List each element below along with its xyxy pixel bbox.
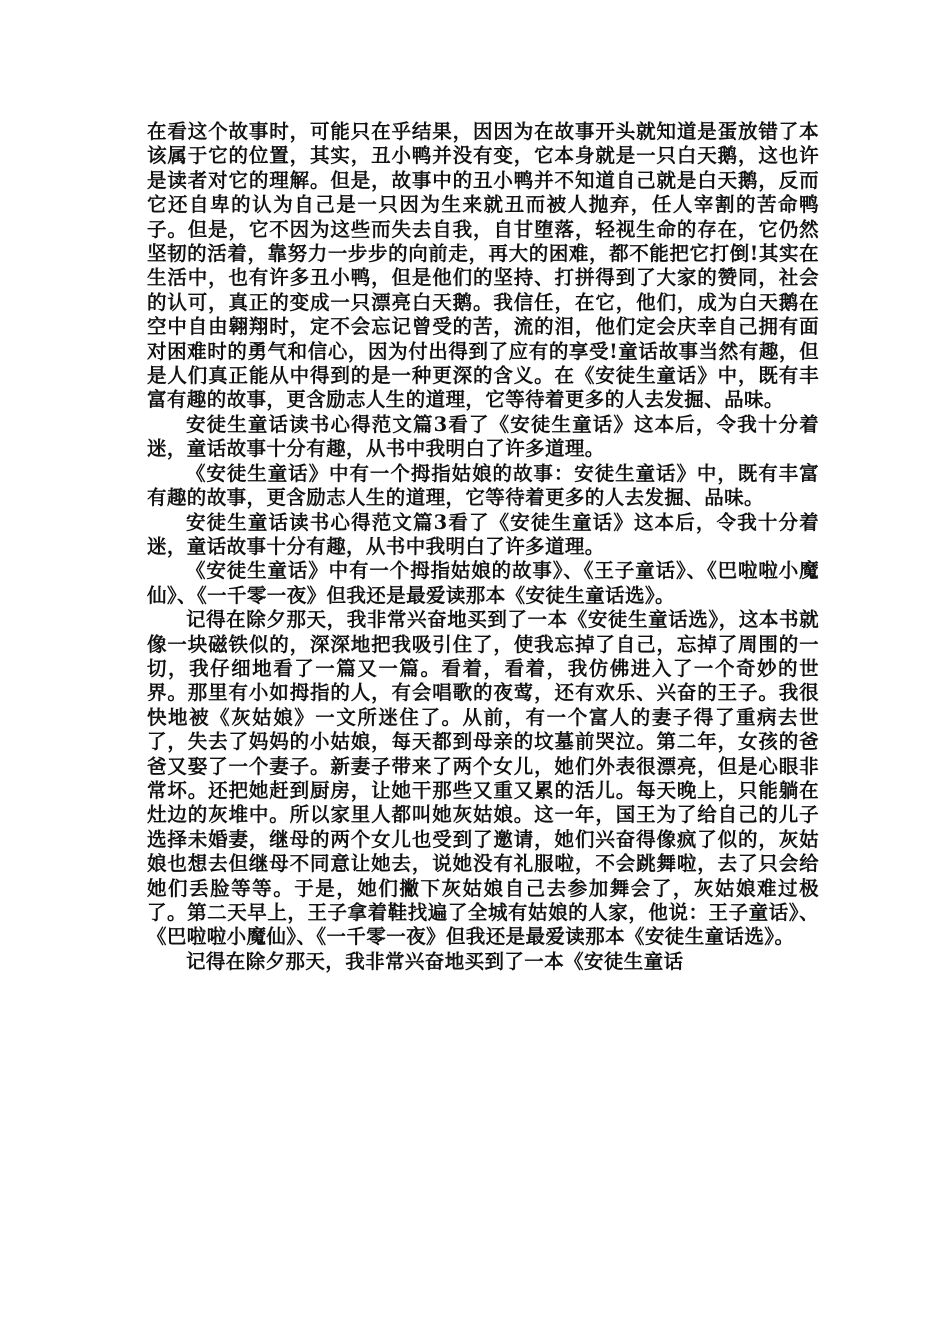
paragraph-4: 安徒生童话读书心得范文篇3看了《安徒生童话》这本后，令我十分着迷，童话故事十分有趣，从书中我明白了许多道理。 bbox=[147, 510, 819, 558]
paragraph-3: 《安徒生童话》中有一个拇指姑娘的故事：安徒生童话》中，既有丰富有趣的故事，更含励志人生的道理，它等待着更多的人去发掘、品味。 bbox=[147, 461, 819, 510]
paragraph-2: 安徒生童话读书心得范文篇3看了《安徒生童话》这本后，令我十分着迷，童话故事十分有趣，从书中我明白了许多道理。 bbox=[147, 412, 819, 461]
paragraph-6: 记得在除夕那天，我非常兴奋地买到了一本《安徒生童话选》，这本书就像一块磁铁似的，深深地把我吸引住了，使我忘掉了自己，忘掉了周围的一切，我仔细地看了一篇又一篇。看着，看着，我仿佛进入了一个奇妙的世界。那里有小如拇指的人，有会唱歌的夜莺，还有欢乐、兴奋的王子。我很快地被《灰姑娘》一文所迷住了。从前，有一个富人的妻子得了重病去世了，失去了妈妈的小姑娘，每天都到母亲的坟墓前哭泣。第二年，女孩的爸爸又娶了一个妻子。新妻子带来了两个女儿，她们外表很漂亮，但是心眼非常坏。还把她赶到厨房，让她干那些又重又累的活儿。每天晚上，只能躺在灶边的灰堆中。所以家里人都叫她灰姑娘。这一年，国王为了给自己的儿子选择未婚妻，继母的两个女儿也受到了邀请，她们兴奋得像疯了似的，灰姑娘也想去但继母不同意让她去，说她没有礼服啦，不会跳舞啦，去了只会给她们丢脸等等。于是，她们撇下灰姑娘自己去参加舞会了，灰姑娘难过极了。第二天早上，王子拿着鞋找遍了全城有姑娘的人家，他说：王子童话》、《巴啦啦小魔仙》、《一千零一夜》但我还是最爱读那本《安徒生童话选》。 bbox=[147, 608, 819, 949]
paragraph-7: 记得在除夕那天，我非常兴奋地买到了一本《安徒生童话 bbox=[186, 949, 684, 973]
document-body bbox=[147, 120, 819, 974]
paragraph-1: 在看这个故事时，可能只在乎结果，因因为在故事开头就知道是蛋放错了本该属于它的位置，其实，丑小鸭并没有变，它本身就是一只白天鹅，这也许是读者对它的理解。但是，故事中的丑小鸭并不知道自己就是白天鹅，反而它还自卑的认为自己是一只因为生来就丑而被人抛弃，任人宰割的苦命鸭子。但是，它不因为这些而失去自我，自甘堕落，轻视生命的存在，它仍然坚韧的活着，靠努力一步步的向前走，再大的困难，都不能把它打倒!其实在生活中，也有许多丑小鸭，但是他们的坚持、打拼得到了大家的赞同，社会的认可，真正的变成一只漂亮白天鹅。我信任，在它，他们，成为白天鹅在空中自由翱翔时，定不会忘记曾受的苦，流的泪，他们定会庆幸自己拥有面对困难时的勇气和信心，因为付出得到了应有的享受!童话故事当然有趣，但是人们真正能从中得到的是一种更深的含义。在《安徒生童话》中，既有丰富有趣的故事，更含励志人生的道理，它等待着更多的人去发掘、品味。 bbox=[147, 120, 819, 412]
paragraph-5: 《安徒生童话》中有一个拇指姑娘的故事》、《王子童话》、《巴啦啦小魔仙》、《一千零一夜》但我还是最爱读那本《安徒生童话选》。 bbox=[147, 559, 819, 607]
